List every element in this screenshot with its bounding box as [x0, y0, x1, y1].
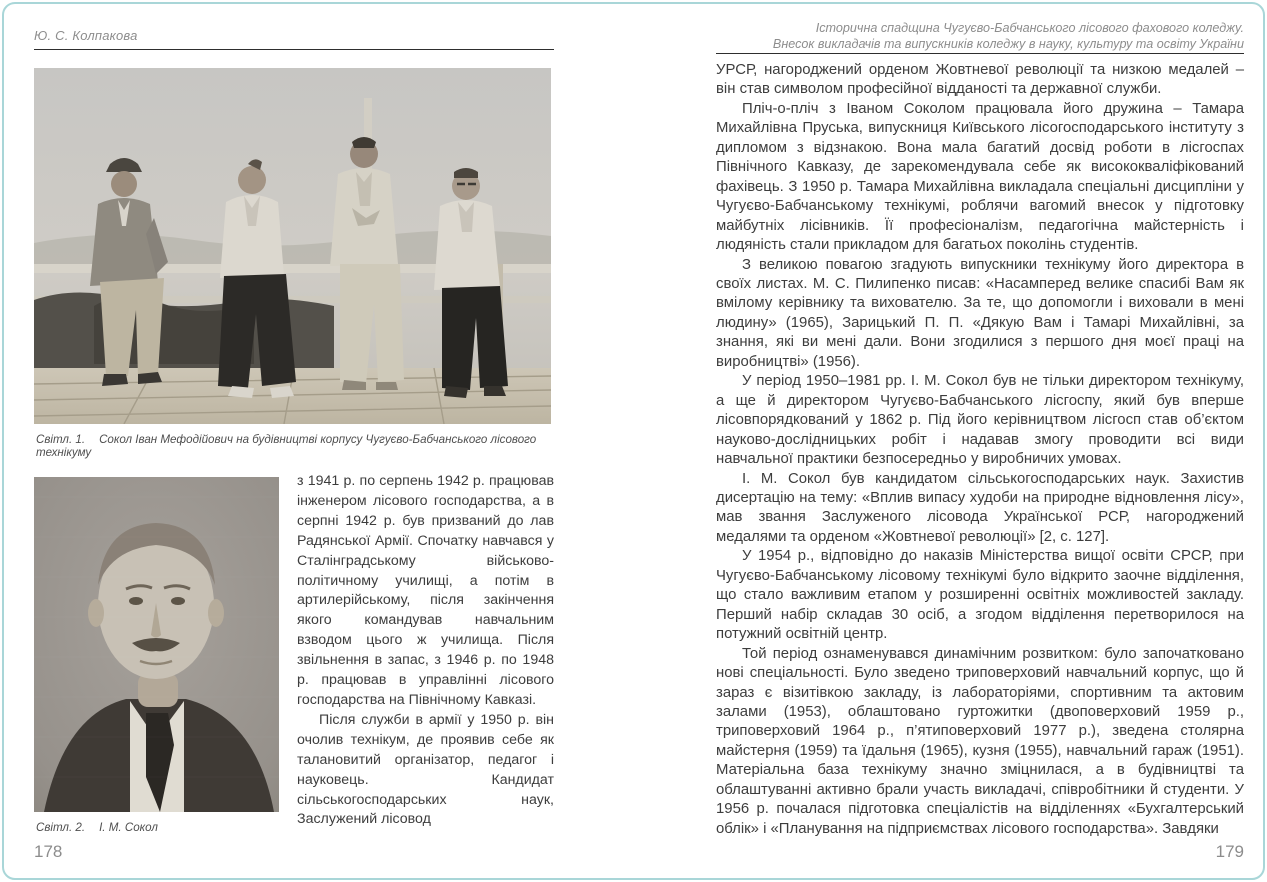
page-frame [2, 2, 1265, 880]
paragraph: Після служби в армії у 1950 р. він очолив технікум, де проявив себе як талановитий організатор, педагог і науковець. Кандидат сільськогосподарських наук, Заслужений лісовод [297, 711, 554, 828]
left-text-column [297, 472, 554, 834]
photo1-caption-text: Сокол Іван Мефодійович на будівництві корпусу Чугуєво-Бабчанського лісового технікуму [36, 433, 537, 459]
paragraph: У 1954 р., відповідно до наказів Міністерства вищої освіти СРСР, при Чугуєво-Бабчанському лісовому технікумі було відкрито заочне відділення, що стало важливим етапом у розширенні освітніх можливостей закладу. Перший набір складав 30 осіб, а згодом відділення перетворилося на потужний освітній центр. [716, 548, 1244, 643]
photo-portrait-sokol [34, 477, 279, 812]
photo-four-men-construction [34, 68, 551, 424]
paragraph: Пліч-о-пліч з Іваном Соколом працювала його дружина – Тамара Михайлівна Пруська, випускниця Київського лісогосподарського інституту з дипломом з відзнакою. Вона мала багатий досвід роботи в лісгоспах Північного Кавказу, де зарекомендувала себе як висококваліфікований фахівець. З 1950 р. Тамара Михайлівна викладала спеціальні дисципліни у Чугуєво-Бабчанському технікумі, роблячи вагомий внесок у підготовку майбутніх лісівників. Її професіоналізм, педагогічна майстерність і людяність стали прикладом для багатьох поколінь студентів. [716, 100, 1244, 254]
paragraph: УРСР, нагороджений орденом Жовтневої революції та низкою медалей – він став символом професійної відданості та державної служби. [716, 62, 1244, 98]
right-header-rule [716, 53, 1244, 54]
right-running-head [716, 21, 1244, 52]
page-number-right: 179 [1215, 842, 1244, 861]
page-number-left: 178 [34, 842, 63, 861]
photo1-caption [36, 433, 576, 459]
right-text-column [716, 61, 1244, 847]
left-running-head: Ю. С. Колпакова [34, 28, 138, 43]
right-running-head-line2: Внесок викладачів та випускників коледжу в науку, культуру та освіту України [772, 36, 1244, 51]
right-running-head-line1: Історична спадщина Чугуєво-Бабчанського лісового фахового коледжу. [815, 21, 1244, 35]
paragraph: З великою повагою згадують випускники технікуму його директора в своїх листах. М. С. Пилипенко писав: «Насамперед велике спасибі Вам як вмілому керівнику та вихователю. За те, що допомогли і виховали в мені людину» (1965), Зарицький П. П. «Дякую Вам і Тамарі Михайлівні, за знання, які ви мені дали. Вони згодилися з першого дня моєї праці на виробництві» (1956). [716, 256, 1244, 370]
photo2-caption [36, 821, 316, 834]
paragraph: Той період ознаменувався динамічним розвитком: було започатковано нові спеціальності. Було зведено триповерховий навчальний корпус, що й зараз є візитівкою закладу, із лабораторіями, спортивним та актовим залами (1953), облаштовано гуртожитки (двоповерховий 1959 р., триповерховий 1964 р., п’ятиповерховий 1977 р.), зведена столярна майстерня (1959) та їдальня (1965), кузня (1955), навчальний гараж (1951). Матеріальна база технікуму значно зміцнилася, а в будівництві та облаштуванні активно брали участь викладачі, співробітники й студенти. У 1956 р. почалася підготовка спеціалістів на відділеннях «Бухгалтерський облік» і «Планування на підприємствах лісового господарства». Завдяки [716, 645, 1244, 837]
photo1-caption-label: Світл. 1. [36, 433, 86, 446]
photo2-caption-text: І. М. Сокол [99, 821, 158, 834]
photo2-caption-label: Світл. 2. [36, 821, 86, 834]
paragraph: У період 1950–1981 рр. І. М. Сокол був не тільки директором технікуму, а ще й директором Чугуєво-Бабчанського лісгоспу, який був вперше лісовпорядкований у 1862 р. Під його керівництвом лісгосп став об’єктом науково-дослідницьких робіт і надавав змогу проводити всі види навчальної практики безпосередньо у виробничих умовах. [716, 373, 1244, 468]
paragraph: з 1941 р. по серпень 1942 р. працював інженером лісового господарства, а в серпні 1942 р. був призваний до лав Радянської Армії. Спочатку навчався у Сталінградському військово-політичному училищі, а потім в артилерійському, після закінчення якого командував навчальним взводом цього ж училища. Після звільнення в запас, з 1946 р. по 1948 р. працював в управлінні лісового господарства на Північному Кавказі. [297, 473, 554, 708]
paragraph: І. М. Сокол був кандидатом сільськогосподарських наук. Захистив дисертацію на тему: «Вплив випасу худоби на природне відновлення лісу», мав звання Заслуженого лісовода Української РСР, нагороджений медалями та орденом «Жовтневої революції» [2, с. 127]. [716, 470, 1244, 545]
left-header-rule [34, 49, 554, 50]
